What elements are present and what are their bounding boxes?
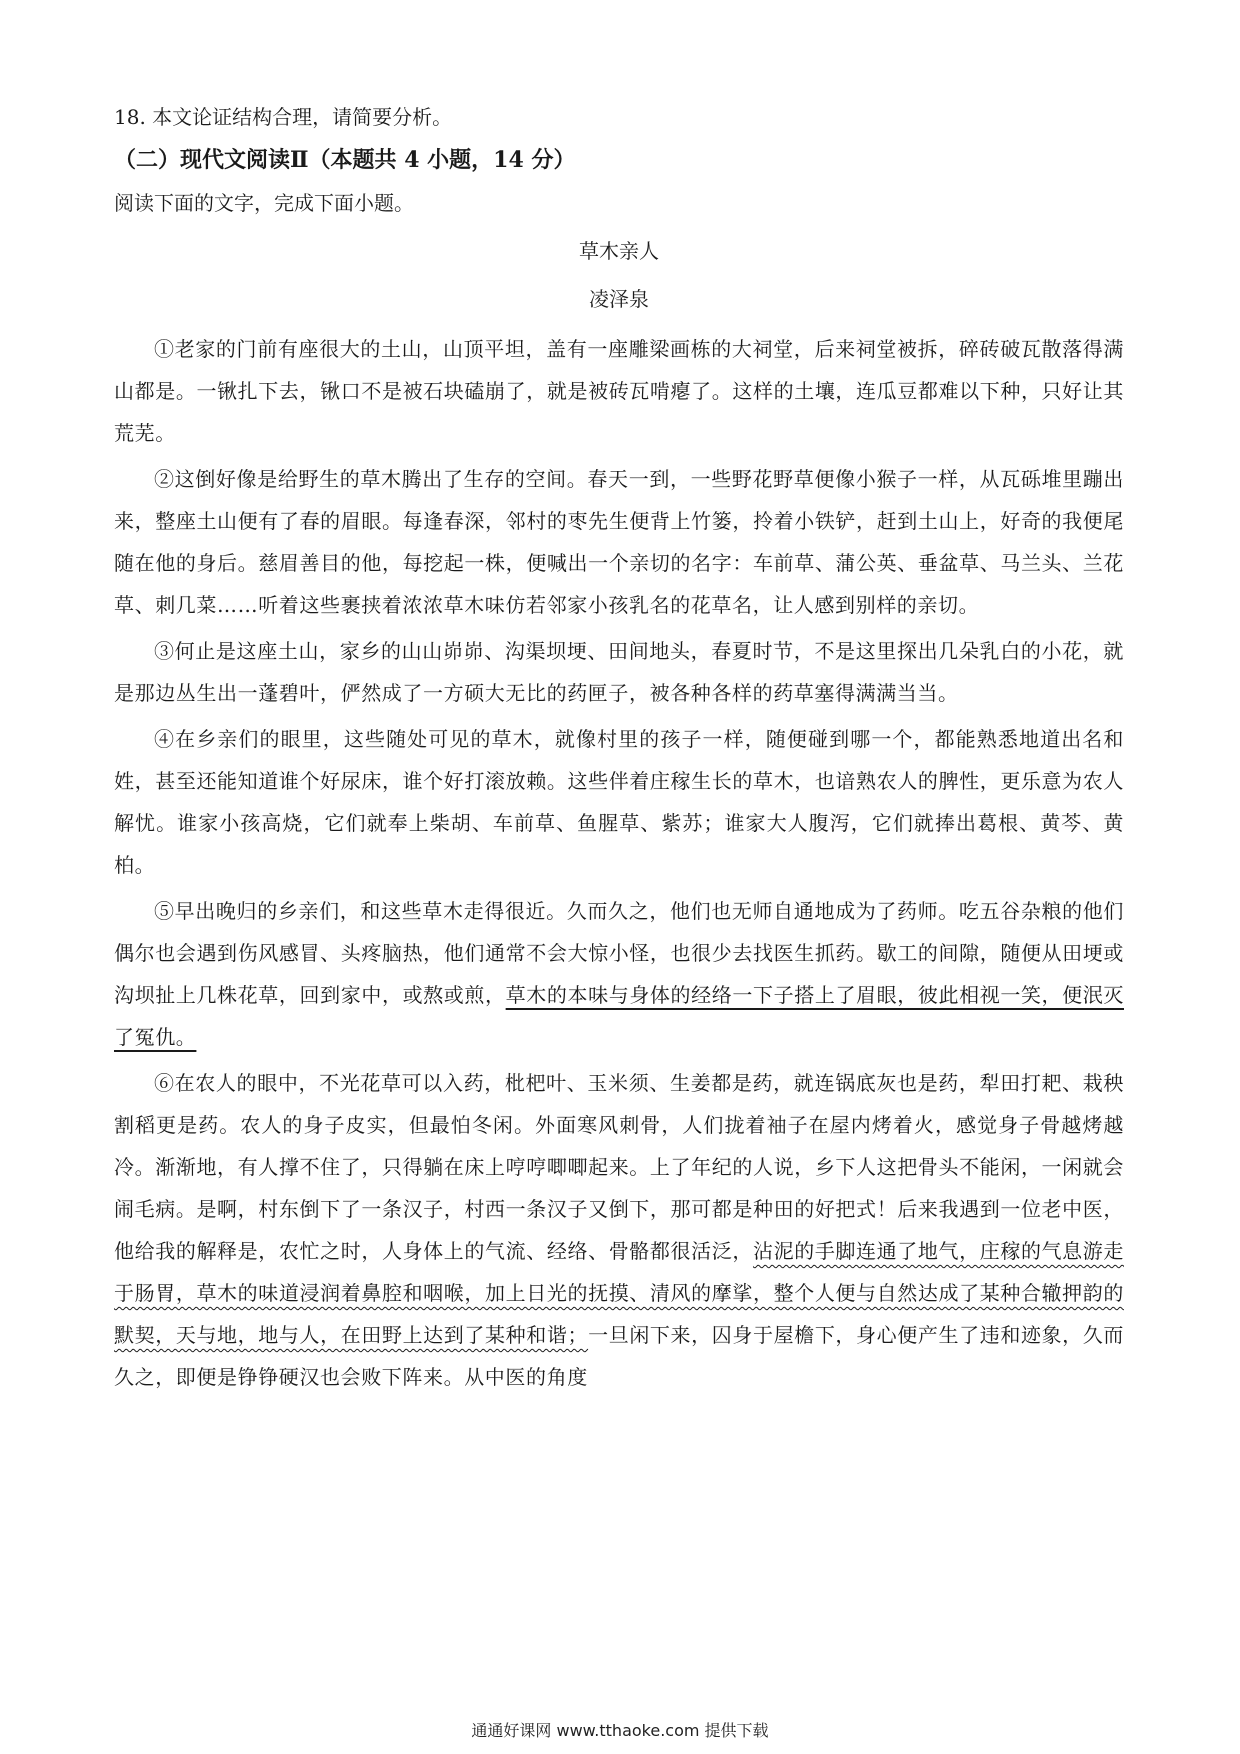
paragraph-4: ④在乡亲们的眼里，这些随处可见的草木，就像村里的孩子一样，随便碰到哪一个，都能熟悉地道出名和姓，甚至还能知道谁个好尿床，谁个好打滚放赖。这些伴着庄稼生长的草木，也谙熟农人的脾性，更乐意为农人解忧。谁家小孩高烧，它们就奉上柴胡、车前草、鱼腥草、紫苏；谁家大人腹泻，它们就捧出葛根、黄芩、黄柏。 [114,727,1124,877]
paragraph-2: ②这倒好像是给野生的草木腾出了生存的空间。春天一到，一些野花野草便像小猴子一样，从瓦砾堆里蹦出来，整座土山便有了春的眉眼。每逢春深，邻村的枣先生便背上竹篓，拎着小铁铲，赶到土山上，好奇的我便尾随在他的身后。慈眉善目的他，每挖起一株，便喊出一个亲切的名字：车前草、蒲公英、垂盆草、马兰头、兰花草、刺几菜……听着这些裹挟着浓浓草木味仿若邻家小孩乳名的花草名，让人感到别样的亲切。 [114,467,1124,617]
paragraph-6 [114,1062,1124,1398]
paragraph-5-text: ⑤早出晚归的乡亲们，和这些草木走得很近。久而久之，他们也无师自通地成为了药师。吃五谷杂粮的他们偶尔也会遇到伤风感冒、头疼脑热，他们通常不会大惊小怪，也很少去找医生抓药。歇工的间隙，随便从田埂或沟坝扯上几株花草，回到家中，或熬或煎， [114,899,1124,1007]
paragraph-5 [114,890,1124,1058]
question-18: 18. 本文论证结构合理，请简要分析。 [114,105,453,129]
paragraph-1: ①老家的门前有座很大的土山，山顶平坦，盖有一座雕梁画栋的大祠堂，后来祠堂被拆，碎砖破瓦散落得满山都是。一锹扎下去，锹口不是被石块磕崩了，就是被砖瓦啃瘪了。这样的土壤，连瓜豆都难以下种，只好让其荒芜。 [114,337,1124,445]
wavy-underlined-sentence: 沾泥的手脚连通了地气，庄稼的气息游走于肠胃，草木的味道浸润着鼻腔和咽喉，加上日光的抚摸、清风的摩挲，整个人便与自然达成了某种合辙押韵的默契，天与地，地与人，在田野上达到了某种和谐； [114,1239,1124,1347]
article-author: 凌泽泉 [589,287,649,311]
paragraph-3: ③何止是这座土山，家乡的山山峁峁、沟渠坝埂、田间地头，春夏时节，不是这里探出几朵乳白的小花，就是那边丛生出一蓬碧叶，俨然成了一方硕大无比的药匣子，被各种各样的药草塞得满满当当。 [114,639,1124,705]
article-title: 草木亲人 [579,239,659,263]
underlined-sentence: 草木的本味与身体的经络一下子搭上了眉眼，彼此相视一笑，便泯灭了冤仇。 [114,983,1124,1049]
section-title: （二）现代文阅读Ⅱ（本题共 4 小题，14 分） [114,147,576,173]
footer-watermark: 通通好课网 www.tthaoke.com 提供下载 [471,1721,769,1740]
page-content [114,100,1124,1402]
paragraph-6-text: ⑥在农人的眼中，不光花草可以入药，枇杷叶、玉米须、生姜都是药，就连锅底灰也是药，犁田打耙、栽秧割稻更是药。农人的身子皮实，但最怕冬闲。外面寒风刺骨，人们拢着袖子在屋内烤着火，感觉身子骨越烤越冷。渐渐地，有人撑不住了，只得躺在床上哼哼唧唧起来。上了年纪的人说，乡下人这把骨头不能闲，一闲就会闹毛病。是啊，村东倒下了一条汉子，村西一条汉子又倒下，那可都是种田的好把式！后来我遇到一位老中医，他给我的解释是，农忙之时，人身体上的气流、经络、骨骼都很活泛， [114,1071,1124,1263]
paragraph-6-text-end: 一旦闲下来，囚身于屋檐下，身心便产生了违和迹象，久而久之，即便是铮铮硬汉也会败下阵来。从中医的角度 [114,1323,1124,1389]
reading-instruction: 阅读下面的文字，完成下面小题。 [114,191,414,215]
